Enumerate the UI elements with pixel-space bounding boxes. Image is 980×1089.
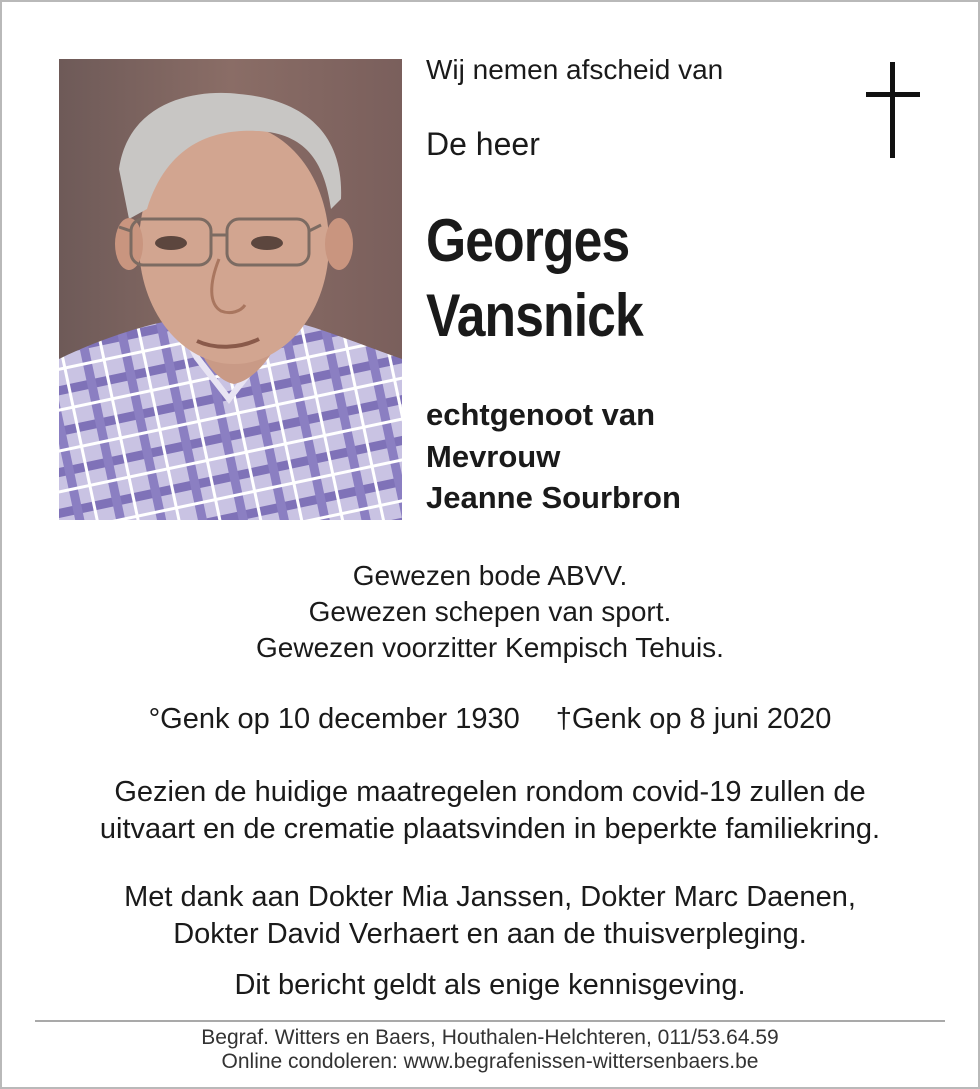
spouse-line: echtgenoot van xyxy=(426,397,656,432)
thanks-line: Dokter David Verhaert en aan de thuisverpleging. xyxy=(173,918,807,950)
role-line: Gewezen voorzitter Kempisch Tehuis. xyxy=(256,632,724,663)
deceased-first-name: Georges xyxy=(426,207,630,274)
thanks-line: Met dank aan Dokter Mia Janssen, Dokter Marc Daenen, xyxy=(124,881,856,913)
salutation: De heer xyxy=(426,126,540,162)
covid-notice-line: uitvaart en de crematie plaatsvinden in beperkte familiekring. xyxy=(99,813,881,845)
latin-cross-icon xyxy=(864,62,922,160)
intro-text: Wij nemen afscheid van xyxy=(426,54,724,85)
online-condolence: Online condoleren: www.begrafenissen-wittersenbaers.be xyxy=(221,1050,759,1073)
closing-note: Dit bericht geldt als enige kennisgeving. xyxy=(234,969,746,1001)
birth-date: °Genk op 10 december 1930 xyxy=(148,703,520,735)
spouse-line: Mevrouw xyxy=(426,439,561,474)
footer-divider xyxy=(35,1020,945,1022)
deceased-last-name: Vansnick xyxy=(426,282,643,349)
death-date: †Genk op 8 juni 2020 xyxy=(555,703,832,735)
portrait-photo xyxy=(59,59,402,520)
role-line: Gewezen schepen van sport. xyxy=(308,596,672,627)
life-dates xyxy=(0,703,980,736)
spouse-line: Jeanne Sourbron xyxy=(426,480,681,515)
role-line: Gewezen bode ABVV. xyxy=(352,560,628,591)
undertaker-info: Begraf. Witters en Baers, Houthalen-Helchteren, 011/53.64.59 xyxy=(201,1026,779,1049)
covid-notice-line: Gezien de huidige maatregelen rondom covid-19 zullen de xyxy=(114,776,866,808)
